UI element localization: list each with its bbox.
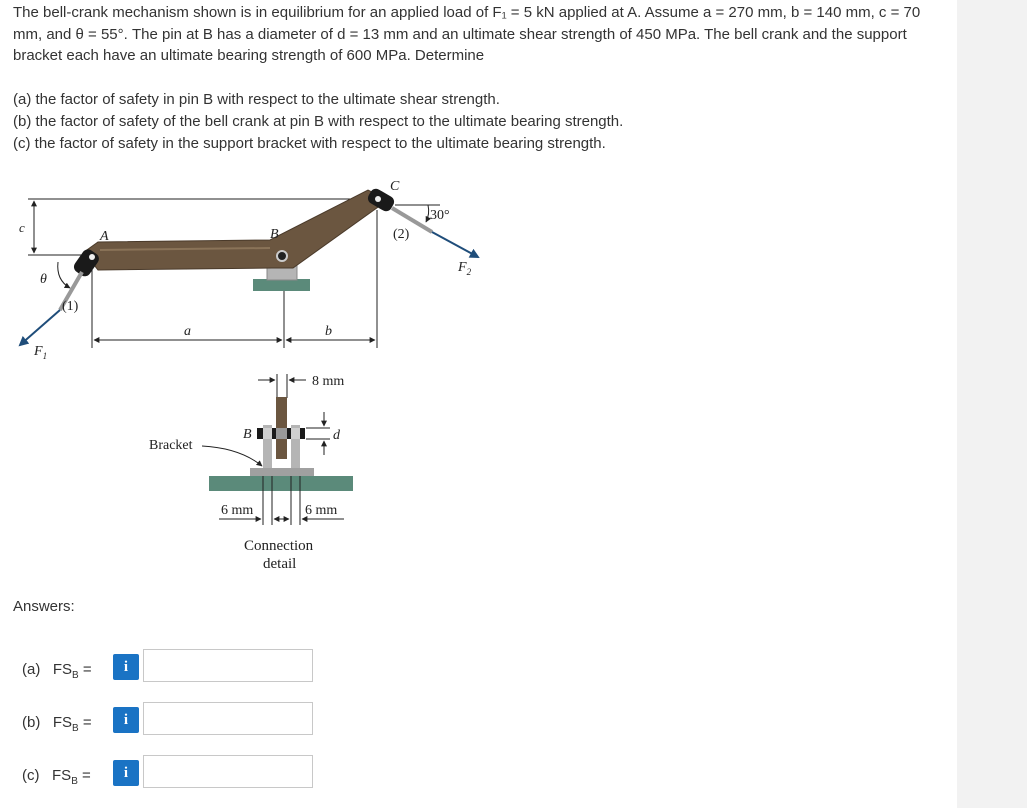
label-c: c xyxy=(19,220,25,235)
label-B: B xyxy=(270,227,279,242)
problem-text: The bell-crank mechanism shown is in equilibrium for an applied load of F₁ = 5 kN applied at A. Assume a = 270 mm, b = 140 mm, c = 70 mm, and θ = 55°. The pin at B has a diameter of d = 13 mm and an ultimate shear strength of 450 MPa. The bell crank and the support bracket each have an ultimate bearing strength of 600 MPa. Determine xyxy=(13,4,921,64)
info-icon[interactable]: i xyxy=(113,707,139,733)
F2-arrow xyxy=(432,232,478,257)
right-margin-bar xyxy=(957,0,1027,808)
info-icon[interactable]: i xyxy=(113,654,139,680)
answer-label-a: (a) $FS_B$ = xyxy=(22,661,92,681)
label-theta: θ xyxy=(40,272,47,287)
label-bracket: Bracket xyxy=(149,438,193,453)
label-connection: Connection xyxy=(244,538,314,554)
label-F1: $F_1$ xyxy=(34,344,48,361)
label-6mm-right: 6 mm xyxy=(305,503,338,518)
theta-arc xyxy=(58,262,70,288)
answers-heading: Answers: xyxy=(13,598,75,615)
problem-parts xyxy=(13,89,623,155)
label-b: b xyxy=(325,324,332,339)
answer-label-c: (c) $FS_B$ = xyxy=(22,767,91,787)
detail-bracket-foot xyxy=(250,468,314,476)
label-member-2: (2) xyxy=(393,227,410,242)
detail-base xyxy=(209,476,353,491)
part-b-text: (b) the factor of safety of the bell crank at pin B with respect to the ultimate bearing strength. xyxy=(13,113,624,130)
part-c-text: (c) the factor of safety in the support bracket with respect to the ultimate bearing strength. xyxy=(13,135,606,152)
info-icon[interactable]: i xyxy=(113,760,139,786)
detail-crank-pin-seg xyxy=(276,428,287,439)
part-a-text: (a) the factor of safety in pin B with respect to the ultimate shear strength. xyxy=(13,91,500,108)
detail-pin-right-seg xyxy=(291,428,300,439)
pin-C xyxy=(375,196,381,202)
pin-A xyxy=(89,254,95,260)
label-a: a xyxy=(184,324,191,339)
label-8mm: 8 mm xyxy=(312,374,345,389)
detail-pin-left-seg xyxy=(263,428,272,439)
label-6mm-left: 6 mm xyxy=(221,503,254,518)
label-A: A xyxy=(100,229,109,244)
answer-input-c[interactable] xyxy=(143,755,313,788)
label-B-detail: B xyxy=(243,427,252,442)
pin-B xyxy=(277,251,287,261)
label-member-1: (1) xyxy=(62,299,79,314)
label-angle-30: 30° xyxy=(430,208,450,223)
bell-crank-arm xyxy=(84,190,388,270)
label-C: C xyxy=(390,179,400,194)
answer-input-b[interactable] xyxy=(143,702,313,735)
bracket-leader xyxy=(202,446,262,466)
label-d: d xyxy=(333,428,340,443)
label-F2: $F_2$ xyxy=(458,260,472,277)
F1-arrow xyxy=(20,310,60,345)
support-base xyxy=(253,279,310,291)
answer-input-a[interactable] xyxy=(143,649,313,682)
problem-statement xyxy=(13,2,948,67)
angle-arc xyxy=(426,205,429,222)
answer-label-b: (b) $FS_B$ = xyxy=(22,714,92,734)
bell-crank-figure xyxy=(0,170,520,580)
label-detail: detail xyxy=(263,556,297,572)
